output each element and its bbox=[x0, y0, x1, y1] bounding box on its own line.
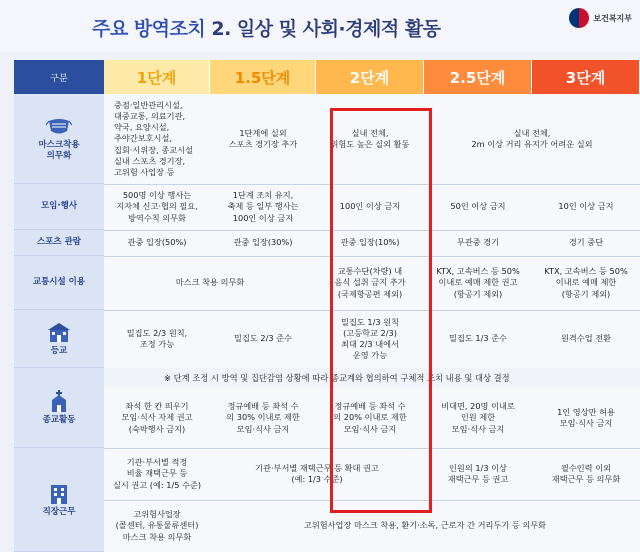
ministry-name: 보건복지부 bbox=[593, 13, 632, 23]
work-high-risk-level-1-5-3: 고위험사업장 마스크 착용, 환기·소독, 근로자 간 거리두기 등 의무화 bbox=[303, 520, 547, 531]
office-building-icon bbox=[46, 482, 72, 504]
religion-level-2: 정규예배 등 좌석 수 의 20% 이내로 제한 모임·식사 금지 bbox=[333, 401, 407, 434]
mask-level-2-5-3: 실내 전체, 2m 이상 거리 유지가 어려운 실외 bbox=[471, 127, 593, 149]
work-level-3: 필수인력 이외 재택근무 등 의무화 bbox=[551, 462, 621, 484]
religion-level-2-5: 비대면, 20명 이내로 인원 제한 모임·식사 금지 bbox=[441, 401, 515, 434]
level-2-header bbox=[316, 60, 424, 94]
row-label-gathering: 모임·행사 bbox=[40, 201, 78, 212]
taegeuk-icon bbox=[569, 8, 589, 28]
gathering-level-2: 100인 이상 금지 bbox=[339, 201, 401, 212]
level-2-5-header bbox=[424, 60, 532, 94]
mask-level-1: 중점·일반관리시설, 대중교통, 의료기관, 약국, 요양시설, 주야간보호시설, 집회·시위장, 종교시설 실내 스포츠 경기장, 고위험 사업장 등 bbox=[114, 100, 193, 177]
level-1-5-header bbox=[210, 60, 316, 94]
row-header-mask bbox=[14, 94, 104, 184]
sports-level-1: 관중 입장(50%) bbox=[127, 237, 187, 248]
row-label-work: 직장근무 bbox=[42, 506, 76, 517]
title-prefix: 주요 방역조치 bbox=[92, 18, 206, 40]
face-mask-icon bbox=[46, 115, 72, 137]
school-level-1-5: 밀집도 2/3 준수 bbox=[234, 333, 292, 344]
level-2-5-label: 2.5단계 bbox=[449, 68, 506, 87]
transport-level-3: KTX, 고속버스 등 50% 이내로 예매 제한 (항공기 제외) bbox=[544, 266, 628, 299]
sports-level-2: 관중 입장(10%) bbox=[340, 237, 400, 248]
gathering-level-2-5: 50인 이상 금지 bbox=[450, 201, 506, 212]
gathering-level-1: 500명 이상 행사는 지자체 신고·협의 필요, 방역수칙 의무화 bbox=[116, 190, 198, 223]
work-high-risk-level-1: 고위험사업장 (콜센터, 유통물류센터) 마스크 착용 의무화 bbox=[115, 509, 199, 542]
row-label-school: 등교 bbox=[50, 345, 68, 356]
row-label-mask: 마스크착용 의무화 bbox=[38, 140, 80, 161]
level-1-5-label: 1.5단계 bbox=[234, 68, 291, 87]
transport-level-1-1-5: 마스크 착용 의무화 bbox=[175, 277, 245, 288]
title-rest: 2. 일상 및 사회·경제적 활동 bbox=[211, 18, 441, 40]
level-1-label: 1단계 bbox=[136, 68, 177, 87]
gathering-level-1-5: 1단계 조치 유지, 축제 등 일부 행사는 100인 이상 금지 bbox=[227, 190, 299, 223]
church-icon bbox=[46, 390, 72, 412]
transport-level-2-5: KTX, 고속버스 등 50% 이내로 예매 제한 권고 (항공기 제외) bbox=[436, 266, 520, 299]
title-bar bbox=[0, 0, 640, 52]
transport-level-2: 교통수단(차량) 내 음식 섭취 금지 추가 (국제항공편 제외) bbox=[334, 266, 406, 299]
measures-table bbox=[14, 60, 640, 552]
level-1-header bbox=[104, 60, 210, 94]
row-label-religion: 종교활동 bbox=[42, 414, 76, 425]
row-label-sports: 스포츠 관람 bbox=[36, 237, 81, 248]
religion-notice: ※ 단계 조정 시 방역 및 집단감염 상황에 따라 종교계와 협의하여 구체적 조치 내용 및 대상 결정 bbox=[104, 368, 640, 388]
level-3-header bbox=[532, 60, 640, 94]
religion-level-1: 좌석 한 칸 띄우기 모임·식사 자제 권고 (숙박행사 금지) bbox=[121, 401, 193, 434]
mask-level-1-5: 1단계에 실외 스포츠 경기장 추가 bbox=[228, 127, 298, 149]
category-header: 구분 bbox=[14, 60, 104, 94]
sports-level-3: 경기 중단 bbox=[568, 237, 604, 248]
gathering-level-3: 10인 이상 금지 bbox=[558, 201, 614, 212]
work-level-1: 기관·부서별 적정 비율 재택근무 등 실시 권고 (예: 1/5 수준) bbox=[112, 457, 202, 490]
school-icon bbox=[46, 321, 72, 343]
row-header-sports bbox=[14, 230, 104, 256]
level-2-label: 2단계 bbox=[349, 68, 390, 87]
religion-level-3: 1인 영상만 허용 모임·식사 금지 bbox=[557, 406, 615, 428]
ministry-logo bbox=[569, 8, 632, 28]
row-header-work bbox=[14, 448, 104, 552]
row-header-religion bbox=[14, 368, 104, 448]
work-level-2-5: 인원의 1/3 이상 재택근무 등 권고 bbox=[447, 462, 509, 484]
school-level-3: 원격수업 전환 bbox=[560, 333, 612, 344]
page-title bbox=[92, 14, 441, 41]
row-label-transport: 교통시설 이용 bbox=[32, 277, 86, 288]
school-level-2-5: 밀집도 1/3 준수 bbox=[449, 333, 507, 344]
row-header-transport bbox=[14, 256, 104, 310]
school-level-2: 밀집도 1/3 원칙 (고등학교 2/3) 최대 2/3 내에서 운영 가능 bbox=[341, 316, 399, 361]
sports-level-1-5: 관중 입장(30%) bbox=[233, 237, 293, 248]
sports-level-2-5: 무관중 경기 bbox=[456, 237, 500, 248]
row-header-school bbox=[14, 310, 104, 368]
work-level-1-5-2: 기관·부서별 재택근무 등 확대 권고 (예: 1/3 수준) bbox=[255, 462, 379, 484]
level-3-label: 3단계 bbox=[565, 68, 606, 87]
row-header-gathering bbox=[14, 184, 104, 230]
school-level-1: 밀집도 2/3 원칙, 조정 가능 bbox=[126, 327, 188, 349]
religion-level-1-5: 정규예배 등 좌석 수 의 30% 이내로 제한 모임·식사 금지 bbox=[226, 401, 300, 434]
mask-level-2: 실내 전체, 위험도 높은 실외 활동 bbox=[330, 127, 410, 149]
